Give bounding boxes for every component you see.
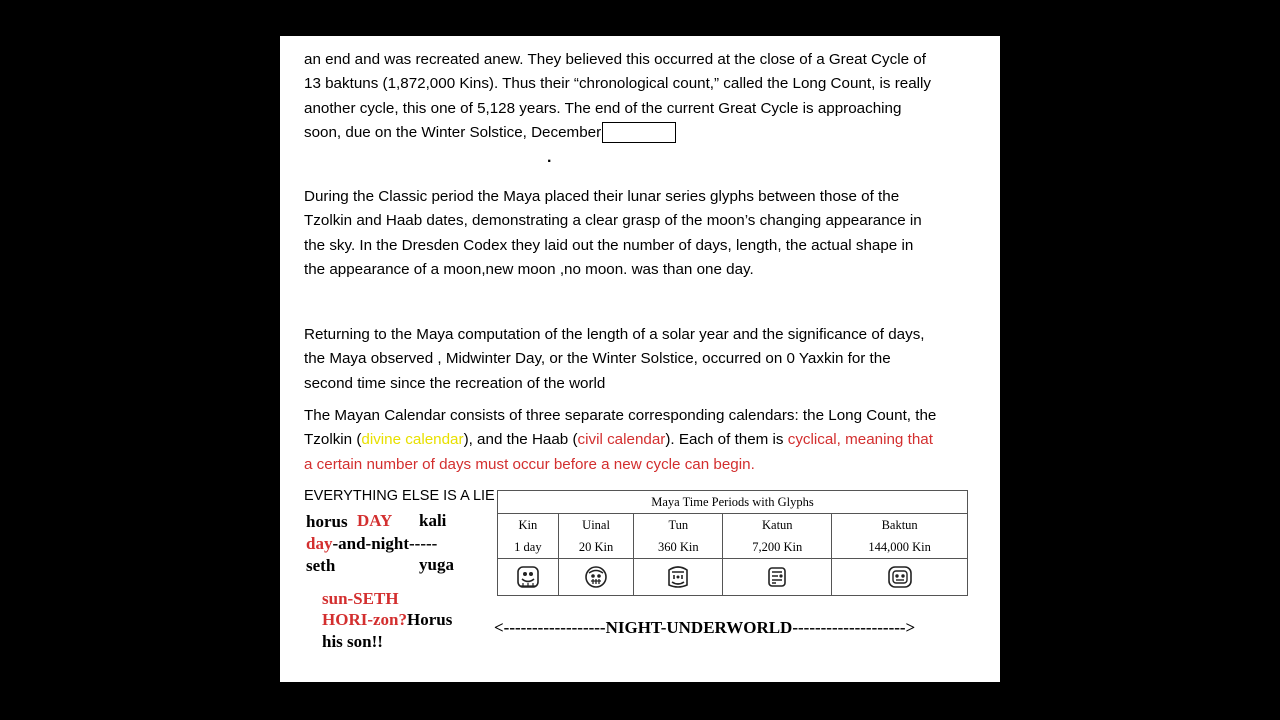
word-sun-seth: sun-SETH: [322, 589, 399, 608]
divine-calendar-text: divine calendar: [361, 431, 464, 449]
text-line: During the Classic period the Maya placed their lunar series glyphs between those of the: [304, 188, 900, 205]
table-row-glyphs: [498, 559, 968, 596]
period-name-uinal: Uinal: [558, 514, 634, 537]
word-day-lower: day: [306, 534, 333, 553]
period-value-katun: 7,200 Kin: [723, 536, 832, 559]
uinal-glyph-icon: [558, 559, 634, 596]
word-horus-2: Horus: [407, 610, 453, 629]
tun-glyph-icon: [634, 559, 723, 596]
text-line: Returning to the Maya computation of the length of a solar year and the significance of days,: [304, 326, 925, 343]
word-and-night: -and-night-----: [332, 534, 438, 553]
kin-glyph-icon: [498, 559, 559, 596]
text-line: Tzolkin and Haab dates, demonstrating a clear grasp of the moon’s changing appearance in: [304, 212, 922, 230]
text-segment: ), and the Haab (: [463, 431, 578, 449]
civil-calendar-text: civil calendar: [577, 431, 666, 449]
katun-glyph-icon: [723, 559, 832, 596]
paragraph-mayan-calendar: [304, 404, 974, 477]
word-kali: kali: [419, 511, 447, 530]
period-value-kin: 1 day: [498, 536, 559, 559]
text-line: [304, 121, 974, 145]
paragraph-solar-year: [304, 323, 974, 396]
text-line: second time since the recreation of the world: [304, 374, 606, 392]
blank-answer-box: [602, 122, 676, 143]
table-row-values: [498, 536, 968, 559]
night-underworld-arrow: <------------------NIGHT-UNDERWORLD-------------------->: [494, 618, 916, 637]
text-line: the appearance of a moon,new moon ,no moon. was than one day.: [304, 261, 754, 279]
text-line: 13 baktuns (1,872,000 Kins). Thus their “chronological count,” called the Long Count, is really: [304, 75, 931, 93]
text-line: the Maya observed , Midwinter Day, or the Winter Solstice, occurred on 0 Yaxkin for the: [304, 350, 891, 368]
document-page: [280, 36, 1000, 682]
day-and-night-line: [306, 534, 437, 554]
text-line: a certain number of days must occur before a new cycle can begin.: [304, 455, 755, 473]
word-yuga: yuga: [419, 555, 454, 574]
text-line: The Mayan Calendar consists of three separate corresponding calendars: the Long Count, the: [304, 407, 937, 424]
text-line-segment: soon, due on the Winter Solstice, December: [304, 124, 602, 142]
text-line: an end and was recreated anew. They believed this occurred at the close of a Great Cycle of: [304, 51, 926, 68]
period-name-katun: Katun: [723, 514, 832, 537]
period-value-tun: 360 Kin: [634, 536, 723, 559]
cyclical-text: cyclical, meaning that: [787, 431, 933, 449]
word-horus: horus: [306, 512, 348, 531]
word-seth: seth: [306, 556, 336, 575]
period-name-kin: Kin: [498, 514, 559, 537]
table-row-names: [498, 514, 968, 537]
text-line: the sky. In the Dresden Codex they laid out the number of days, length, the actual shape in: [304, 236, 914, 254]
paragraph-great-cycle: [304, 48, 974, 146]
paragraph-lunar-series: [304, 185, 974, 283]
period-value-baktun: 144,000 Kin: [832, 536, 968, 559]
baktun-glyph-icon: [832, 559, 968, 596]
table-caption: Maya Time Periods with Glyphs: [498, 491, 968, 514]
maya-time-periods-table: [497, 490, 968, 596]
period-name-baktun: Baktun: [832, 514, 968, 537]
hori-zon-line: [322, 610, 452, 630]
word-hori-zon: HORI-zon?: [322, 610, 407, 629]
stray-dot: .: [547, 149, 552, 166]
text-line: another cycle, this one of 5,128 years. The end of the current Great Cycle is approaching: [304, 99, 902, 117]
word-his-son: his son!!: [322, 632, 383, 651]
period-value-uinal: 20 Kin: [558, 536, 634, 559]
text-line: [304, 428, 974, 452]
word-day-caps: DAY: [357, 511, 393, 530]
period-name-tun: Tun: [634, 514, 723, 537]
text-segment: ). Each of them is: [665, 431, 788, 449]
text-segment: Tzolkin (: [304, 431, 362, 449]
everything-else-label: EVERYTHING ELSE IS A LIE: [304, 488, 495, 504]
